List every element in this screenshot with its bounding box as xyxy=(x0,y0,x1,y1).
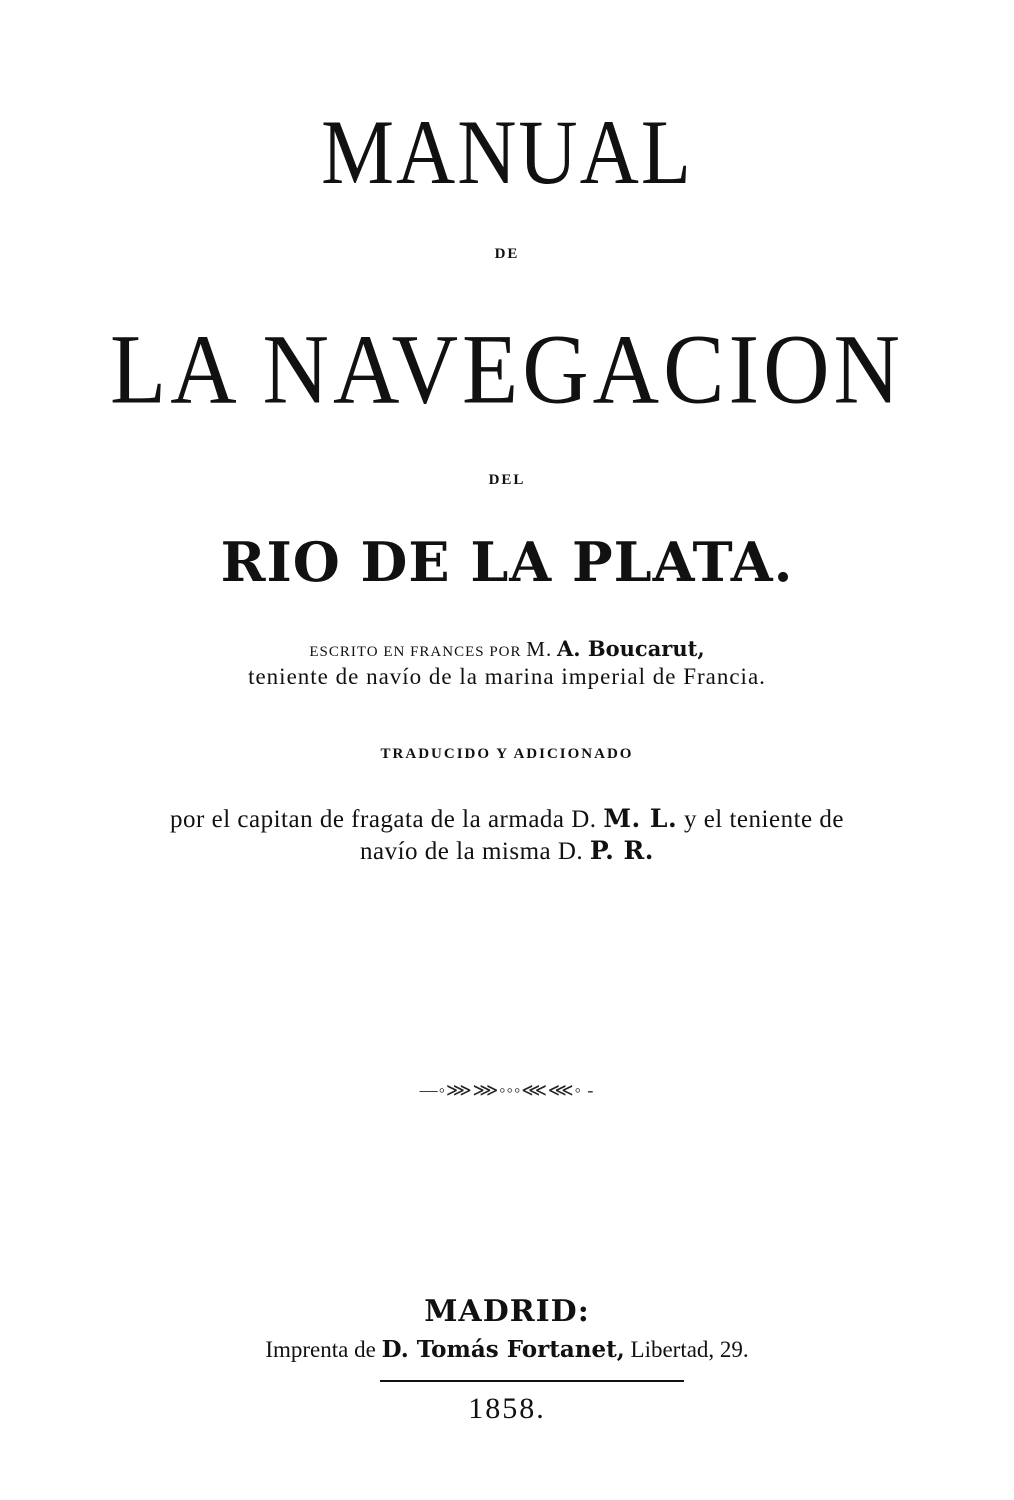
imprint-rule xyxy=(380,1380,684,1382)
imprint-year: 1858. xyxy=(468,1392,546,1425)
author-initial: M. xyxy=(526,637,553,661)
author-role: teniente de navío de la marina imperial de Francia. xyxy=(248,664,766,689)
author-line xyxy=(0,636,1014,662)
imprint-press-after: Libertad, 29. xyxy=(630,1337,749,1362)
author-comma: , xyxy=(697,636,705,661)
translators-line-1-after: y el teniente de xyxy=(683,806,844,833)
author-prefix: ESCRITO EN FRANCES POR xyxy=(309,644,522,660)
imprint-city: MADRID: xyxy=(424,1294,590,1329)
author-name: A. Boucarut xyxy=(556,636,698,661)
title-de: DE xyxy=(494,246,520,262)
translator-1-initials: M. L. xyxy=(603,804,678,833)
translators-line-1 xyxy=(0,804,1014,834)
ornament-divider: —◦⋙⋙◦◦◦⋘⋘◦ - xyxy=(419,1080,595,1100)
imprint-press-name: D. Tomás Fortanet, xyxy=(381,1336,625,1363)
title-del: DEL xyxy=(488,472,526,488)
translators-line-2 xyxy=(0,836,1014,866)
translator-2-initials: P. R. xyxy=(589,836,654,865)
imprint-press-before: Imprenta de xyxy=(265,1337,376,1362)
translators-line-2-before: navío de la misma D. xyxy=(360,838,584,865)
title-navegacion: LA NAVEGACION xyxy=(110,314,904,425)
translators-line-1-before: por el capitan de fragata de la armada D. xyxy=(170,806,597,833)
imprint-press xyxy=(0,1336,1014,1363)
translation-heading: TRADUCIDO Y ADICIONADO xyxy=(380,746,634,762)
title-rio-de-la-plata: RIO DE LA PLATA. xyxy=(220,530,794,594)
title-manual: MANUAL xyxy=(321,101,693,204)
